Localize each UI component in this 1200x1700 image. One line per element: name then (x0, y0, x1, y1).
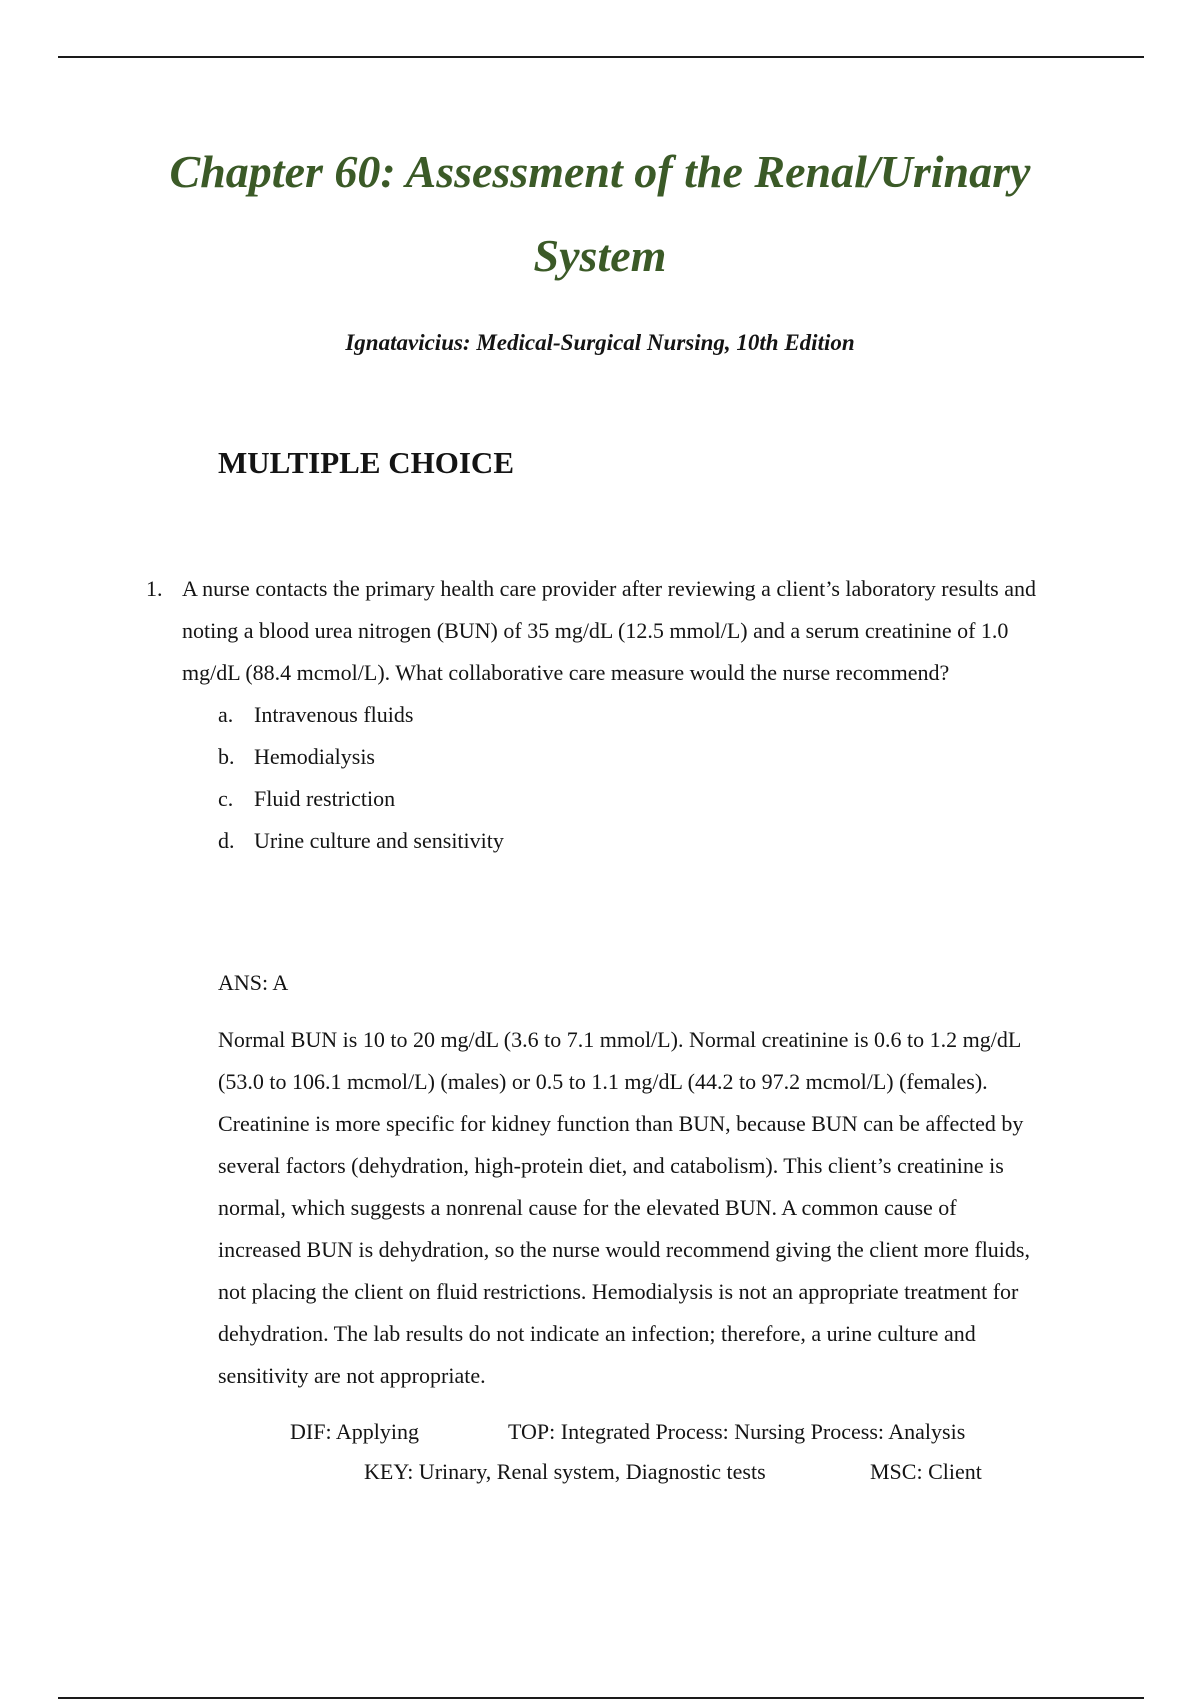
option-letter: d. (218, 828, 235, 853)
metadata-row-1 (290, 1412, 965, 1452)
msc-label: MSC: Client (870, 1459, 982, 1484)
chapter-title-line-2: System (533, 230, 667, 281)
question-stem: A nurse contacts the primary health care provider after reviewing a client’s laboratory results and noting a blood urea nitrogen (BUN) of 35 mg/dL (12.5 mmol/L) and a serum creatinine of 1.0 mg/dL (88.4 mcmol/L). What collaborative care measure would the nurse recommend? (182, 576, 1037, 685)
keywords-label: KEY: Urinary, Renal system, Diagnostic tests (364, 1459, 766, 1484)
option-text: Urine culture and sensitivity (254, 828, 504, 853)
option-letter: c. (218, 786, 234, 811)
option-text: Fluid restriction (254, 786, 396, 811)
metadata-row-2 (364, 1452, 982, 1492)
top-rule (58, 56, 1144, 58)
option-d (218, 820, 1046, 862)
question-1 (146, 568, 1046, 862)
option-a (218, 694, 1046, 736)
book-subtitle: Ignatavicius: Medical-Surgical Nursing, 10th Edition (345, 330, 855, 355)
option-letter: a. (218, 702, 234, 727)
topic-label: TOP: Integrated Process: Nursing Process: Analysis (508, 1419, 966, 1444)
rationale: Normal BUN is 10 to 20 mg/dL (3.6 to 7.1 mmol/L). Normal creatinine is 0.6 to 1.2 mg/dL (53.0 to 106.1 mcmol/L) (males) or 0.5 to 1.1 mg/dL (44.2 to 97.2 mcmol/L) (females). Creatinine is more specific for kidney function than BUN, because BUN can be affected by several factors (dehydration, high-protein diet, and catabolism). This client’s creatinine is normal, which suggests a nonrenal cause for the elevated BUN. A common cause of increased BUN is dehydration, so the nurse would recommend giving the client more fluids, not placing the client on fluid restrictions. Hemodialysis is not an appropriate treatment for dehydration. The lab results do not indicate an infection; therefore, a urine culture and sensitivity are not appropriate. (218, 1027, 1030, 1388)
option-letter: b. (218, 744, 235, 769)
chapter-title-line-1: Chapter 60: Assessment of the Renal/Urinary (169, 146, 1031, 197)
bottom-rule (58, 1697, 1144, 1699)
chapter-title (60, 130, 1140, 298)
option-b (218, 736, 1046, 778)
option-c (218, 778, 1046, 820)
question-number: 1. (146, 576, 163, 601)
answer-options (146, 694, 1046, 862)
section-heading: MULTIPLE CHOICE (218, 445, 514, 480)
answer-key: ANS: A (218, 970, 289, 995)
option-text: Intravenous fluids (254, 702, 414, 727)
difficulty-label: DIF: Applying (290, 1419, 419, 1444)
option-text: Hemodialysis (254, 744, 375, 769)
